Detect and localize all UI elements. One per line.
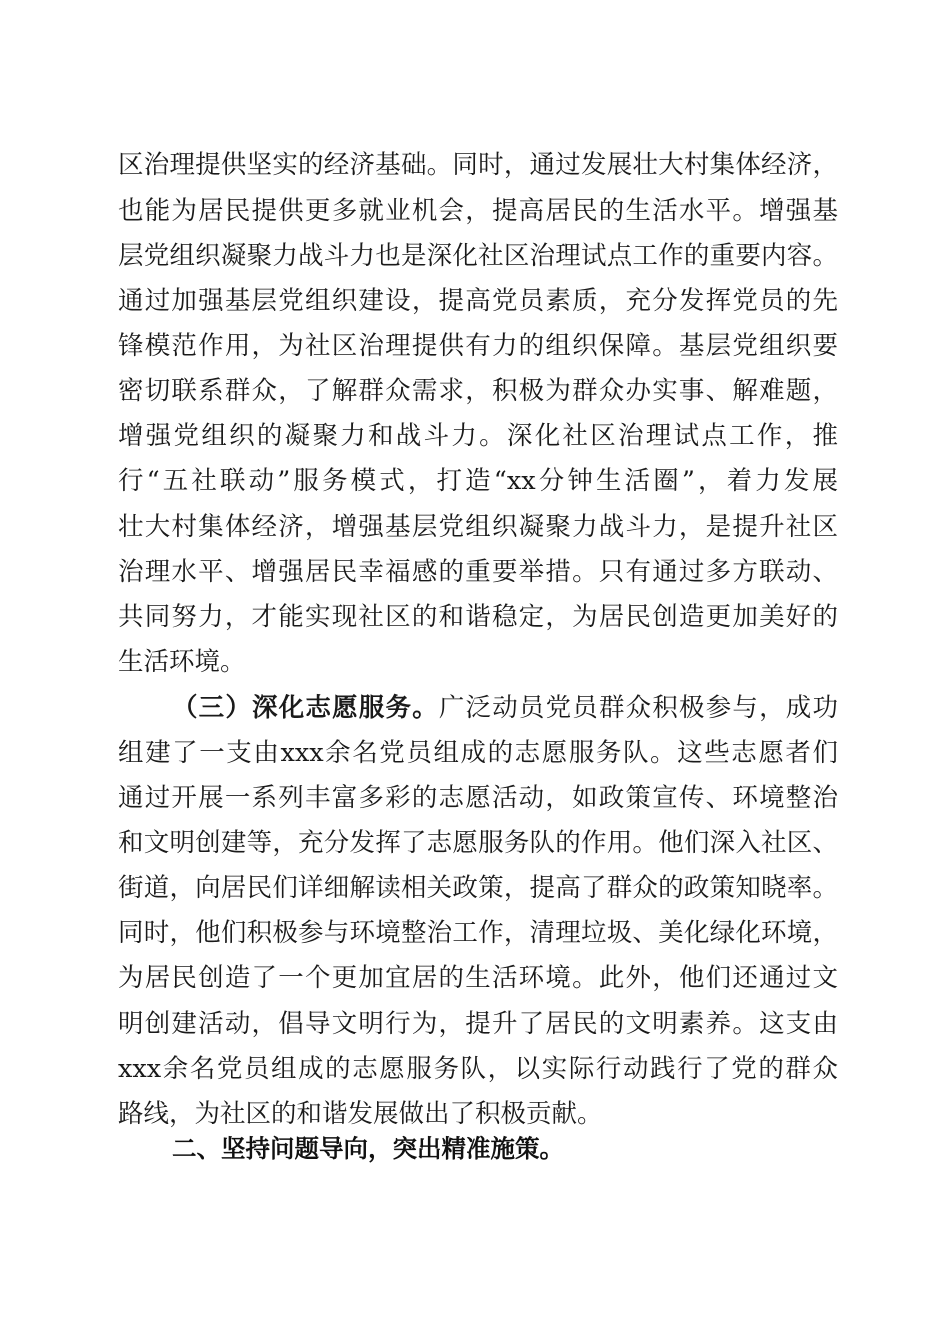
text-line: 层党组织凝聚力战斗力也是深化社区治理试点工作的重要内容。	[118, 241, 838, 271]
text-line: 共同努力，才能实现社区的和谐稳定，为居民创造更加美好的	[118, 602, 838, 632]
paragraph-first-line	[172, 688, 838, 728]
text-line: xxx余名党员组成的志愿服务队，以实际行动践行了党的群众	[118, 1054, 838, 1084]
section-heading: 二、坚持问题导向，突出精准施策。	[172, 1134, 564, 1163]
text-line: 通过开展一系列丰富多彩的志愿活动，如政策宣传、环境整治	[118, 783, 838, 813]
subsection-title: （三）深化志愿服务。	[172, 693, 439, 723]
text-line: 组建了一支由xxx余名党员组成的志愿服务队。这些志愿者们	[118, 738, 838, 768]
text-line: 和文明创建等，充分发挥了志愿服务队的作用。他们深入社区、	[118, 828, 838, 858]
text-line: 增强党组织的凝聚力和战斗力。深化社区治理试点工作，推	[118, 421, 838, 451]
text-line: 路线，为社区的和谐发展做出了积极贡献。	[118, 1099, 603, 1129]
text-line: 明创建活动，倡导文明行为，提升了居民的文明素养。这支由	[118, 1009, 838, 1039]
text-line: 行“五社联动”服务模式，打造“xx分钟生活圈”，着力发展	[118, 466, 838, 496]
text-line: 锋模范作用，为社区治理提供有力的组织保障。基层党组织要	[118, 331, 838, 361]
text-line: 治理水平、增强居民幸福感的重要举措。只有通过多方联动、	[118, 557, 838, 587]
text-line: 为居民创造了一个更加宜居的生活环境。此外，他们还通过文	[118, 963, 838, 993]
text-line: 通过加强基层党组织建设，提高党员素质，充分发挥党员的先	[118, 286, 838, 316]
text-line: 街道，向居民们详细解读相关政策，提高了群众的政策知晓率。	[118, 873, 838, 903]
text-line: 区治理提供坚实的经济基础。同时，通过发展壮大村集体经济，	[118, 150, 838, 180]
text-line: 密切联系群众，了解群众需求，积极为群众办实事、解难题，	[118, 376, 838, 406]
subsection-text: 广泛动员党员群众积极参与，成功	[438, 693, 838, 723]
text-line: 同时，他们积极参与环境整治工作，清理垃圾、美化绿化环境，	[118, 918, 838, 948]
text-line: 壮大村集体经济，增强基层党组织凝聚力战斗力，是提升社区	[118, 512, 838, 542]
text-line: 生活环境。	[118, 647, 246, 677]
text-line: 也能为居民提供更多就业机会，提高居民的生活水平。增强基	[118, 196, 838, 226]
